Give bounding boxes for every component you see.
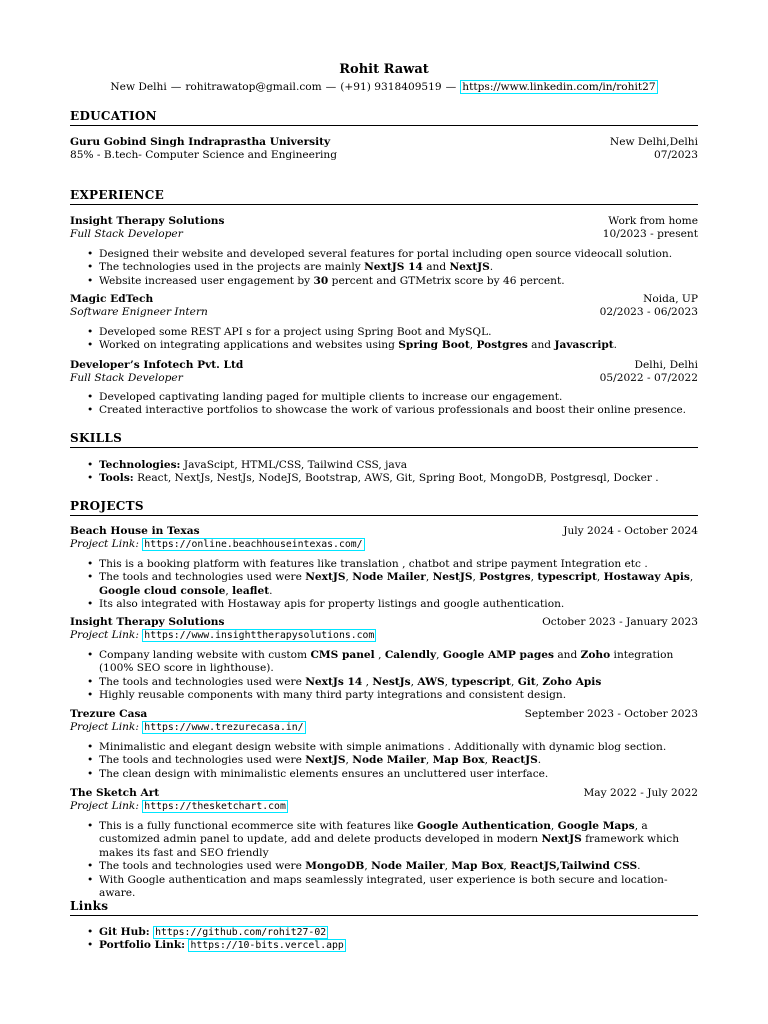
project-link-label: Project Link: — [70, 721, 139, 734]
project-title: Beach House in Texas — [70, 525, 200, 537]
list-item: • The tools and technologies used were NextJS, Node Mailer, NestJS, Postgres, typescript, Hostaway Apis, Google cloud console, leaflet. — [85, 571, 698, 598]
skills-heading: SKILLS — [70, 432, 698, 448]
project-title: Insight Therapy Solutions — [70, 616, 225, 628]
projects-heading: PROJECTS — [70, 500, 698, 516]
github-link[interactable]: https://github.com/rohit27-02 — [155, 927, 327, 938]
company-name: Insight Therapy Solutions — [70, 215, 225, 227]
list-item: • With Google authentication and maps seamlessly integrated, user experience is both secure and location-aware. — [85, 874, 698, 901]
project-entry-trezure-casa — [70, 708, 698, 735]
project-link[interactable]: https://www.insighttherapysolutions.com — [144, 630, 375, 642]
phone-text: (+91) 9318409519 — [340, 81, 442, 93]
project-bullets-beach-house — [85, 558, 698, 612]
github-label: Git Hub: — [99, 926, 150, 938]
project-dates: October 2023 - January 2023 — [542, 616, 698, 628]
job-entry-magic-edtech — [70, 293, 698, 320]
list-item: • The technologies used in the projects are mainly NextJS 14 and NextJS. — [85, 261, 698, 274]
job-entry-insight — [70, 215, 698, 242]
graduation-date: 07/2023 — [653, 149, 698, 162]
job-role: Full Stack Developer — [70, 228, 183, 241]
project-title: Trezure Casa — [70, 708, 148, 720]
linkedin-link[interactable]: https://www.linkedin.com/in/rohit27 — [462, 81, 656, 93]
list-item — [85, 939, 698, 952]
project-entry-beach-house — [70, 525, 698, 552]
portfolio-link[interactable]: https://10-bits.vercel.app — [190, 940, 344, 952]
school-location: New Delhi,Delhi — [609, 136, 698, 148]
project-dates: July 2024 - October 2024 — [563, 525, 698, 537]
email-link[interactable]: rohitrawatop@gmail.com — [185, 81, 322, 93]
list-item: • Designed their website and developed several features for portal including open source videocall solution. — [85, 248, 698, 261]
list-item: • Its also integrated with Hostaway apis for property listings and google authentication. — [85, 598, 698, 611]
job-role: Full Stack Developer — [70, 372, 183, 385]
project-link-label: Project Link: — [70, 538, 139, 551]
list-item: • Technologies: JavaScipt, HTML/CSS, Tailwind CSS, java — [85, 459, 698, 472]
contact-line: New Delhi — rohitrawatop@gmail.com — (+91) 9318409519 — https://www.linkedin.com/in/rohit27 — [110, 81, 656, 93]
list-item: • Minimalistic and elegant design website with simple animations . Additionally with dynamic blog section. — [85, 741, 698, 754]
job-role: Software Enigneer Intern — [70, 306, 208, 319]
company-name: Magic EdTech — [70, 293, 154, 305]
job-bullets-insight — [85, 248, 698, 288]
experience-heading: EXPERIENCE — [70, 189, 698, 205]
list-item: • Tools: React, NextJs, NestJs, NodeJS, Bootstrap, AWS, Git, Spring Boot, MongoDB, Postgresql, Docker . — [85, 472, 698, 485]
project-dates: May 2022 - July 2022 — [583, 787, 698, 799]
job-bullets-magic-edtech — [85, 326, 698, 353]
job-bullets-developers-infotech — [85, 391, 698, 418]
list-item: • The tools and technologies used were MongoDB, Node Mailer, Map Box, ReactJS,Tailwind CSS. — [85, 860, 698, 873]
project-link[interactable]: https://thesketchart.com — [144, 801, 286, 813]
skills-list — [85, 459, 698, 486]
list-item: • This is a booking platform with features like translation , chatbot and stripe payment Integration etc . — [85, 558, 698, 571]
list-item: • The tools and technologies used were NextJs 14 , NestJs, AWS, typescript, Git, Zoho Apis — [85, 676, 698, 689]
education-entry — [70, 136, 698, 163]
job-entry-developers-infotech — [70, 359, 698, 386]
links-list — [85, 926, 698, 953]
list-item: • Developed captivating landing paged for multiple clients to increase our engagement. — [85, 391, 698, 404]
job-location: Delhi, Delhi — [634, 359, 698, 371]
project-link[interactable]: https://www.trezurecasa.in/ — [144, 722, 304, 734]
job-location: Noida, UP — [643, 293, 698, 305]
list-item: • The tools and technologies used were NextJS, Node Mailer, Map Box, ReactJS. — [85, 754, 698, 767]
portfolio-label: Portfolio Link: — [99, 939, 186, 952]
company-name: Developer’s Infotech Pvt. Ltd — [70, 359, 244, 371]
degree-text: 85% - B.tech- Computer Science and Engineering — [70, 149, 338, 162]
education-heading: EDUCATION — [70, 110, 698, 126]
job-dates: 05/2022 - 07/2022 — [599, 372, 698, 385]
project-link-label: Project Link: — [70, 800, 139, 813]
project-bullets-trezure-casa — [85, 741, 698, 781]
list-item: • Worked on integrating applications and websites using Spring Boot, Postgres and Javascript. — [85, 339, 698, 352]
list-item: • Highly reusable components with many third party integrations and consistent design. — [85, 689, 698, 702]
list-item: • Website increased user engagement by 30 percent and GTMetrix score by 46 percent. — [85, 275, 698, 288]
list-item — [85, 926, 698, 939]
school-name: Guru Gobind Singh Indraprastha University — [70, 136, 331, 148]
list-item: • Company landing website with custom CMS panel , Calendly, Google AMP pages and Zoho integration (100% SEO score in lighthouse). — [85, 649, 698, 676]
list-item: • The clean design with minimalistic elements ensures an uncluttered user interface. — [85, 768, 698, 781]
job-dates: 10/2023 - present — [602, 228, 698, 241]
project-link-label: Project Link: — [70, 629, 139, 642]
project-link[interactable]: https://online.beachhouseintexas.com/ — [144, 539, 363, 551]
project-entry-insight-therapy — [70, 616, 698, 643]
project-dates: September 2023 - October 2023 — [524, 708, 698, 720]
project-title: The Sketch Art — [70, 787, 160, 799]
project-bullets-insight-therapy — [85, 649, 698, 703]
job-dates: 02/2023 - 06/2023 — [599, 306, 698, 319]
list-item: • Developed some REST API s for a project using Spring Boot and MySQL. — [85, 326, 698, 339]
project-bullets-sketch-art — [85, 820, 698, 900]
candidate-name: Rohit Rawat — [339, 62, 429, 77]
list-item: • This is a fully functional ecommerce site with features like Google Authentication, Google Maps, a customized admin panel to update, add and delete products developed in modern NextJS framework which makes its fast and SEO friendly — [85, 820, 698, 860]
location-text: New Delhi — [110, 81, 167, 93]
list-item: • Created interactive portfolios to showcase the work of various professionals and boost their online presence. — [85, 404, 698, 417]
links-heading: Links — [70, 900, 698, 916]
project-entry-sketch-art — [70, 787, 698, 814]
job-location: Work from home — [608, 215, 698, 227]
